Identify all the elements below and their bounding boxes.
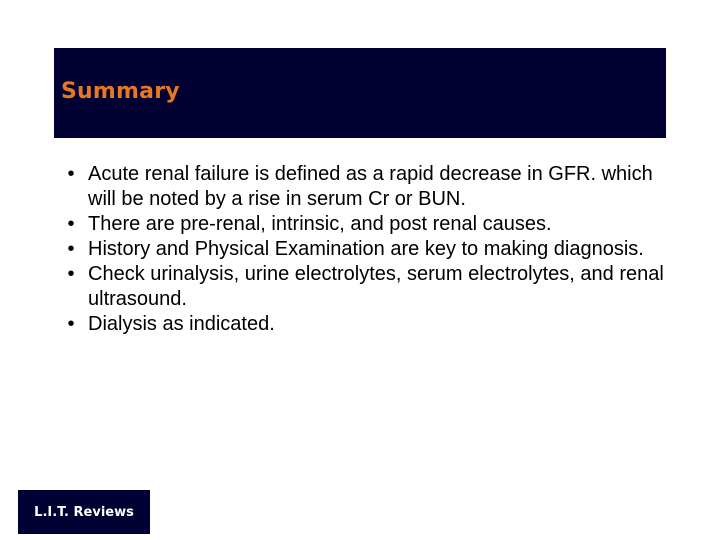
title-bar — [54, 48, 666, 138]
bullet-item — [54, 237, 666, 262]
footer-logo — [18, 490, 150, 534]
bullet-item — [54, 162, 666, 212]
footer-logo-text: L.I.T. Reviews — [34, 504, 134, 520]
bullet-text: There are pre-renal, intrinsic, and post renal causes. — [88, 213, 552, 235]
bullet-item — [54, 262, 666, 312]
bullet-icon: • — [67, 163, 75, 185]
bullet-icon: • — [67, 213, 75, 235]
bullet-list — [54, 162, 666, 337]
bullet-item — [54, 312, 666, 337]
bullet-text: Acute renal failure is defined as a rapid decrease in GFR. which will be noted by a rise in serum Cr or BUN. — [88, 163, 653, 210]
bullet-text: Check urinalysis, urine electrolytes, serum electrolytes, and renal ultrasound. — [88, 263, 664, 310]
bullet-icon: • — [67, 263, 75, 285]
bullet-text: Dialysis as indicated. — [88, 313, 275, 335]
bullet-icon: • — [67, 238, 75, 260]
slide-title: Summary — [61, 79, 180, 104]
bullet-text: History and Physical Examination are key to making diagnosis. — [88, 238, 644, 260]
bullet-item — [54, 212, 666, 237]
bullet-icon: • — [67, 313, 75, 335]
